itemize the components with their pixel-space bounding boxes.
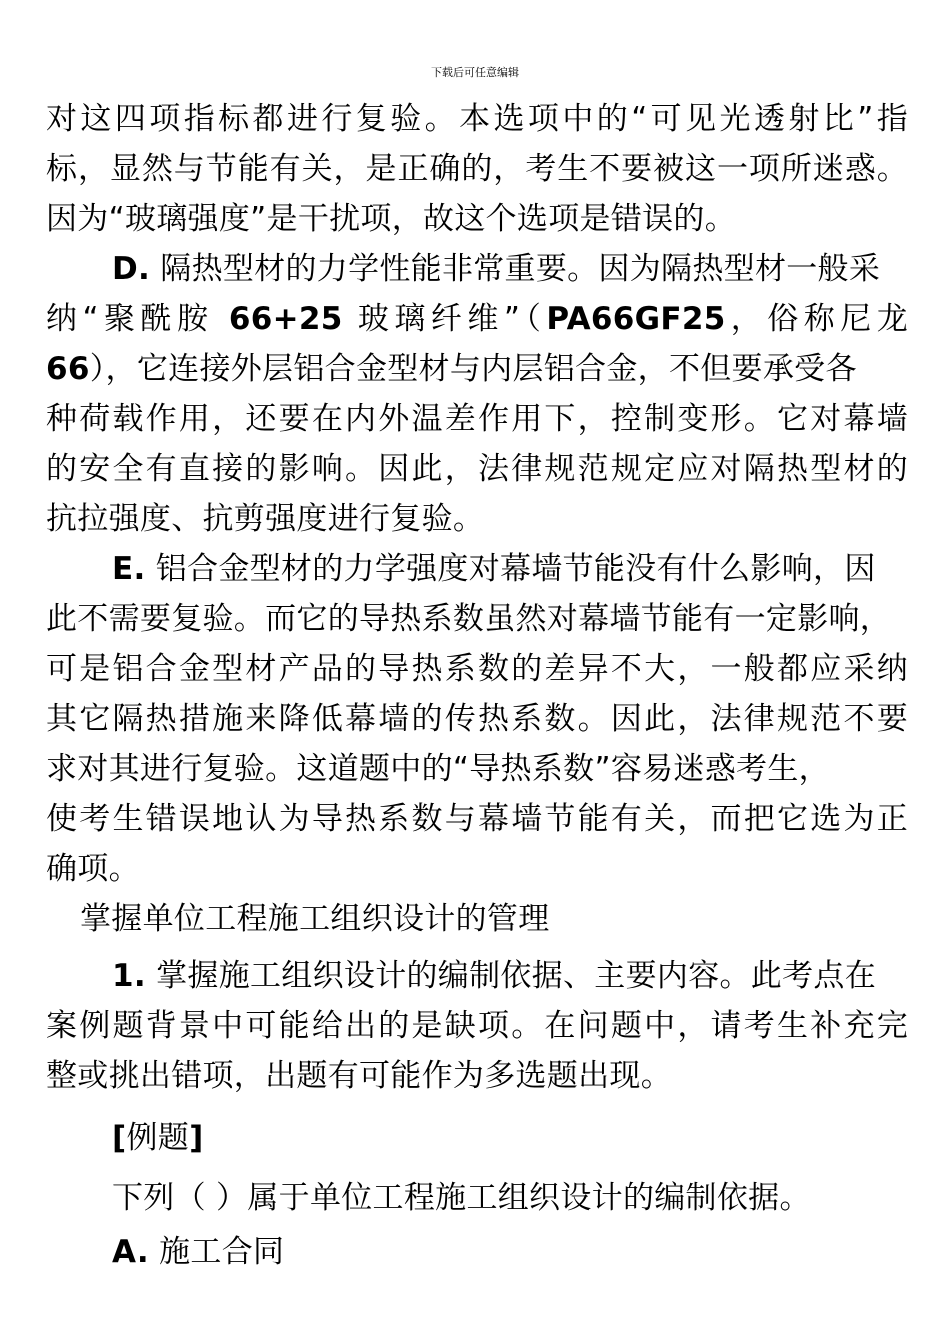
paragraph-d-line: 纳“聚酰胺 66+25 玻璃纤维”（PA66GF25，俗称尼龙: [46, 301, 909, 337]
paragraph-d-line: 种荷载作用，还要在内外温差作用下，控制变形。它对幕墙: [46, 401, 908, 437]
paragraph-d-line: 66），它连接外层铝合金型材与内层铝合金，不但要承受各: [46, 351, 857, 387]
paragraph-d-line: 的安全有直接的影响。因此，法律规范规定应对隔热型材的: [46, 451, 908, 487]
paragraph-1-line: 案例题背景中可能给出的是缺项。在问题中，请考生补充完: [46, 1008, 908, 1044]
option-a-text: 施工合同: [148, 1234, 285, 1270]
paragraph-e-line: 使考生错误地认为导热系数与幕墙节能有关，而把它选为正: [46, 801, 908, 837]
section-heading: 掌握单位工程施工组织设计的管理: [80, 901, 550, 937]
paragraph-e-line: 此不需要复验。而它的导热系数虽然对幕墙节能有一定影响，: [46, 601, 892, 637]
text-line: 因为“玻璃强度”是干扰项，故这个选项是错误的。: [46, 201, 737, 237]
paragraph-e-line: 其它隔热措施来降低幕墙的传热系数。因此，法律规范不要: [46, 701, 908, 737]
option-a: [46, 1227, 908, 1277]
paragraph-e-line: E. 铝合金型材的力学强度对幕墙节能没有什么影响，因: [112, 551, 876, 587]
example-question: 下列（ ）属于单位工程施工组织设计的编制依据。: [112, 1180, 811, 1216]
paragraph-1-line: 整或挑出错项，出题有可能作为多选题出现。: [46, 1058, 672, 1094]
item-label-1: 1.: [112, 958, 146, 994]
item-label-d: D.: [112, 251, 151, 287]
document-body: [46, 94, 908, 1277]
paragraph-1-line: 1. 掌握施工组织设计的编制依据、主要内容。此考点在: [112, 958, 877, 994]
example-label: [例题]: [112, 1120, 204, 1156]
text-line: 对这四项指标都进行复验。本选项中的“可见光透射比”指: [46, 101, 908, 137]
text-line: 标，显然与节能有关，是正确的，考生不要被这一项所迷惑。: [46, 151, 908, 187]
paragraph-d-line: D. 隔热型材的力学性能非常重要。因为隔热型材一般采: [112, 251, 881, 287]
page-header: 下载后可任意编辑: [431, 66, 519, 79]
item-label-e: E.: [112, 551, 146, 587]
paragraph-e-line: 可是铝合金型材产品的导热系数的差异不大，一般都应采纳: [46, 651, 908, 687]
option-a-label: A.: [112, 1234, 149, 1270]
paragraph-e-line: 确项。: [46, 851, 140, 887]
paragraph-e-line: 求对其进行复验。这道题中的“导热系数”容易迷惑考生，: [46, 751, 830, 787]
paragraph-d-line: 抗拉强度、抗剪强度进行复验。: [46, 501, 485, 537]
